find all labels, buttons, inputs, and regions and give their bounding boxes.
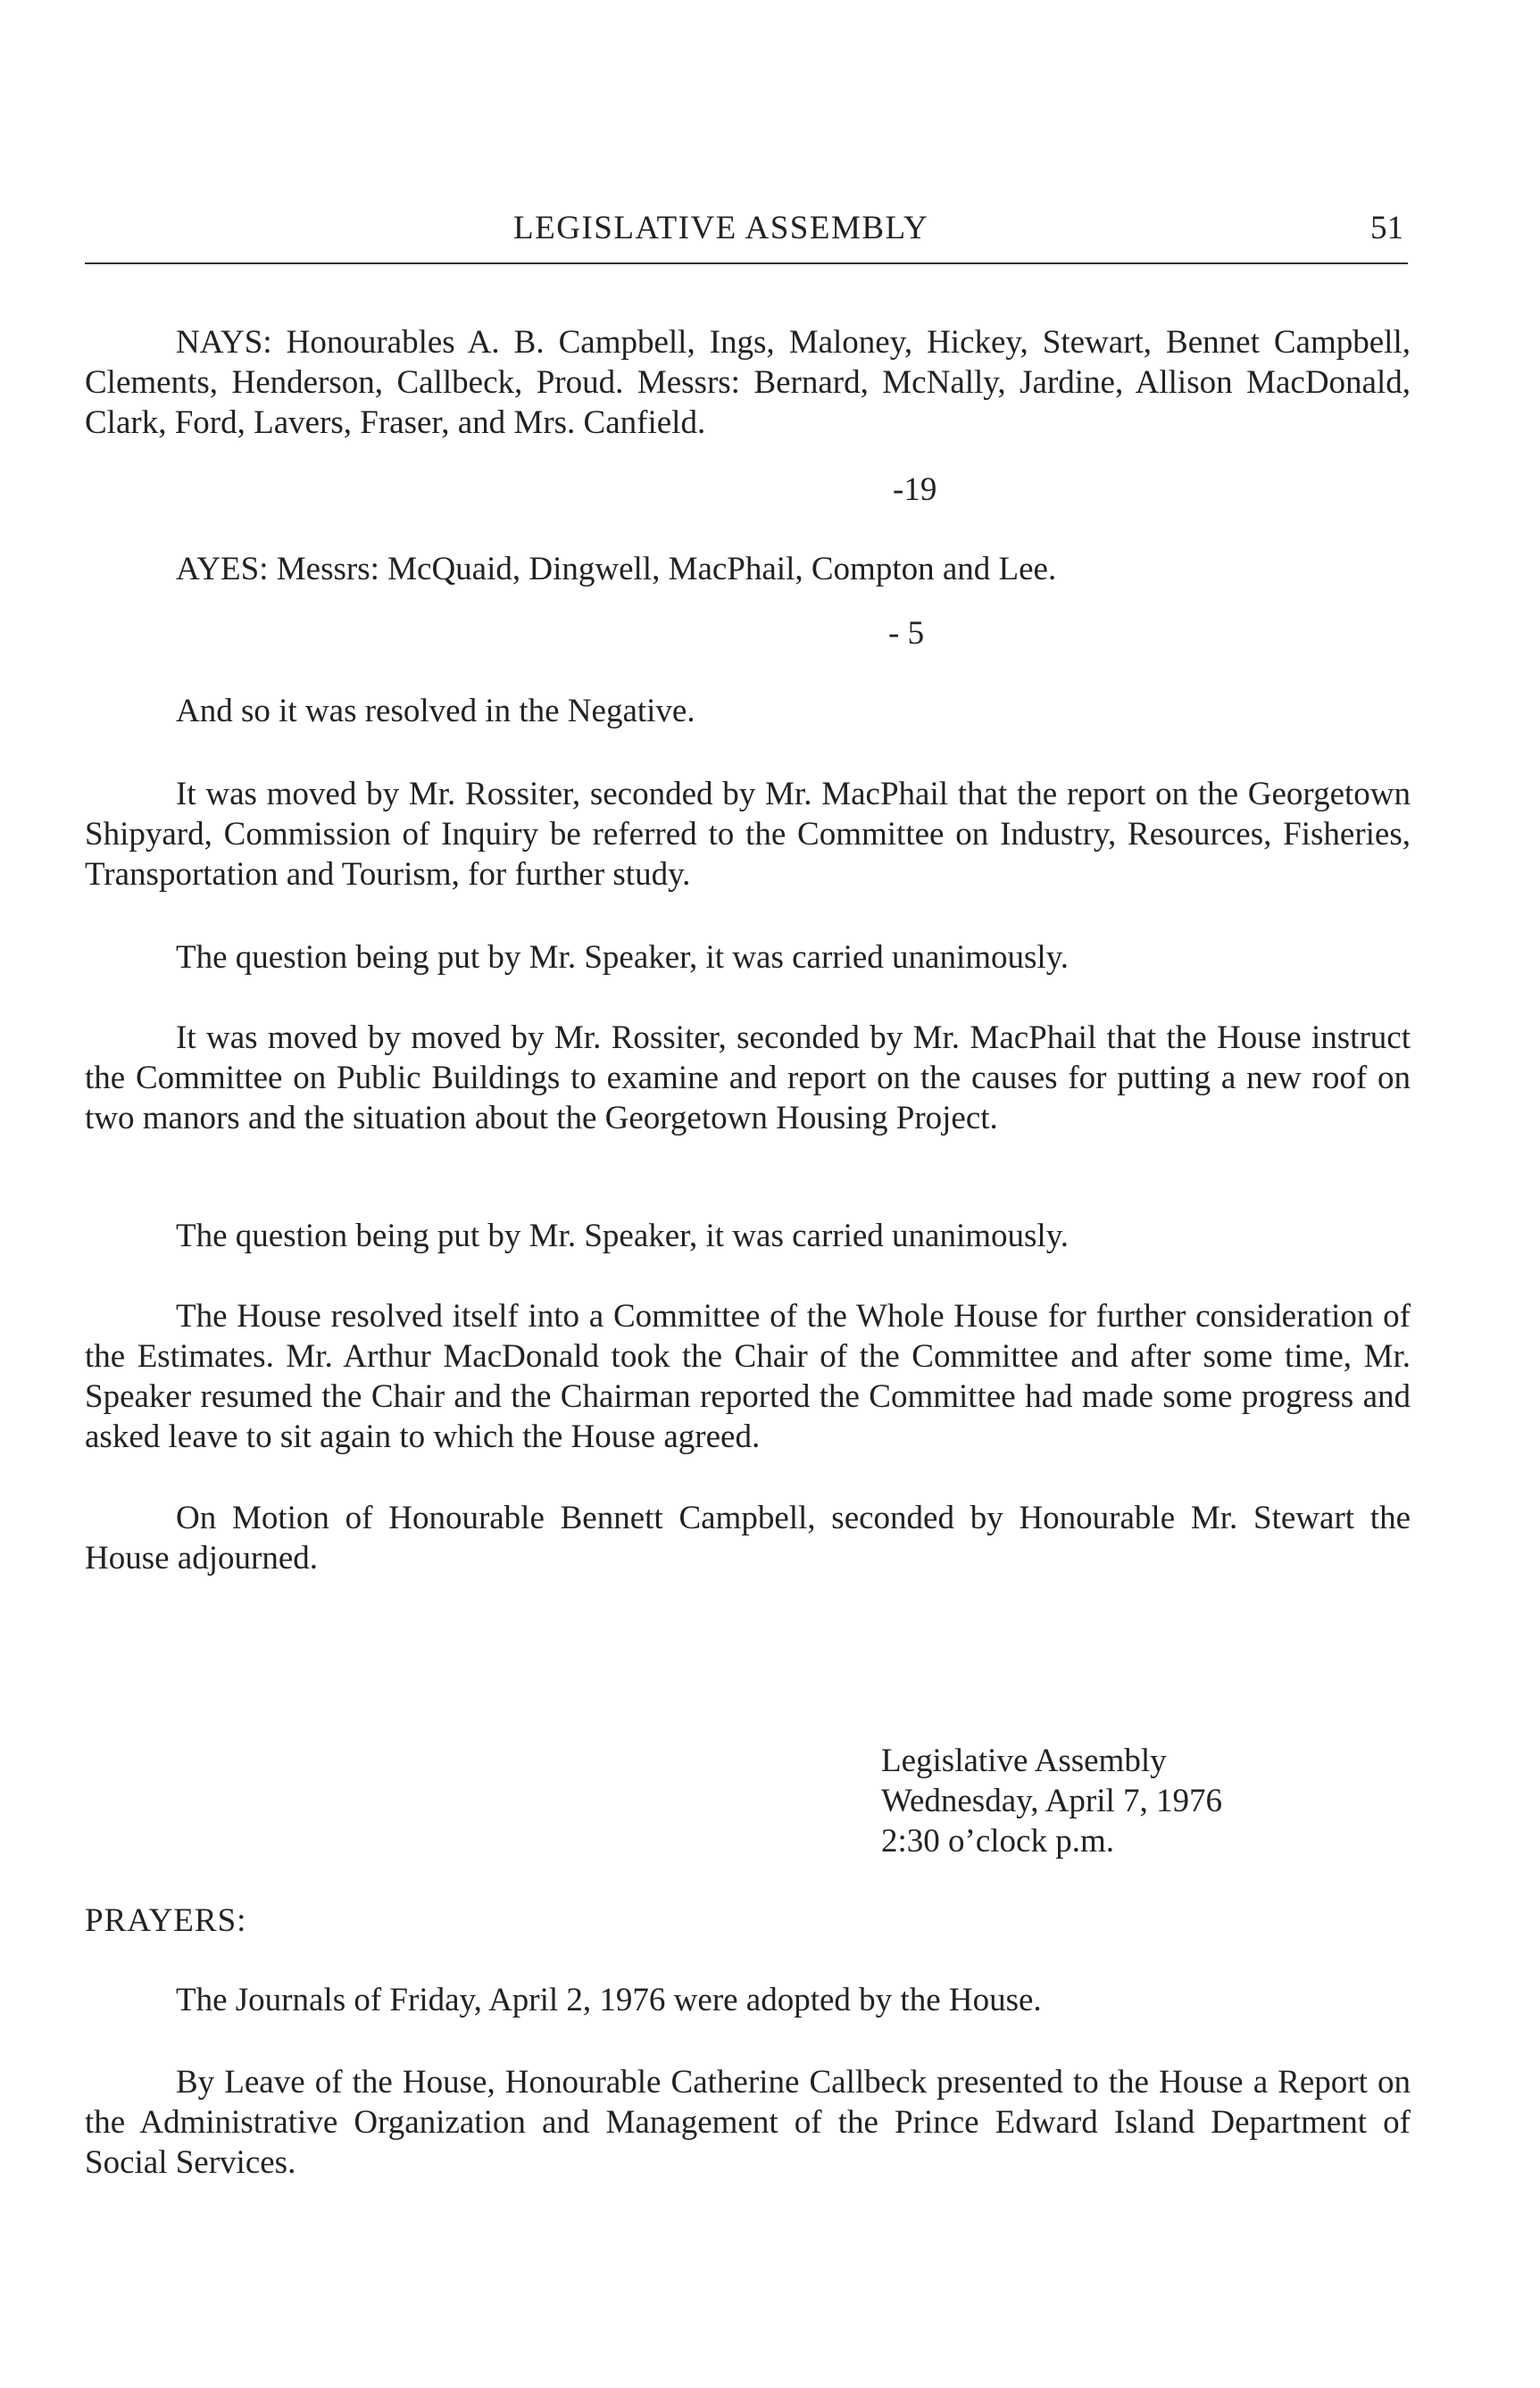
report-paragraph: By Leave of the House, Honourable Catherine Callbeck presented to the House a Report on the Administrative Organization and Management of the Prince Edward Island Department of Social Services. — [85, 2064, 1411, 2181]
carried-unanimously-1: The question being put by Mr. Speaker, it was carried unanimously. — [176, 939, 1070, 976]
nays-paragraph: NAYS: Honourables A. B. Campbell, Ings, Maloney, Hickey, Stewart, Bennet Campbell, Clements, Henderson, Callbeck, Proud. Messrs: Bernard, McNally, Jardine, Allison MacDonald, Clark, Ford, Lavers, Fraser, and Mrs. Canfield. — [85, 324, 1411, 441]
nays-count: -19 — [893, 471, 937, 508]
motion-shipyard-paragraph: It was moved by Mr. Rossiter, seconded by Mr. MacPhail that the report on the Georgetown Shipyard, Commission of Inquiry be referred to the Committee on Industry, Resources, Fisheries, Transportation and Tourism, for further study. — [85, 776, 1411, 893]
adjourned-paragraph: On Motion of Honourable Bennett Campbell, seconded by Honourable Mr. Stewart the House adjourned. — [85, 1500, 1411, 1577]
journals-paragraph: The Journals of Friday, April 2, 1976 were adopted by the House. — [176, 1982, 1042, 2018]
ayes-count: - 5 — [888, 615, 925, 652]
ayes-paragraph: AYES: Messrs: McQuaid, Dingwell, MacPhail, Compton and Lee. — [176, 551, 1057, 587]
page-number: 51 — [1370, 210, 1403, 246]
motion-roof-paragraph: It was moved by moved by Mr. Rossiter, seconded by Mr. MacPhail that the House instruct the Committee on Public Buildings to examine and report on the causes for putting a new roof on two manors and the situation about the Georgetown Housing Project. — [85, 1019, 1411, 1136]
session-time: 2:30 o’clock p.m. — [881, 1823, 1115, 1860]
session-heading — [881, 1741, 1328, 1861]
page-header — [85, 209, 1408, 264]
resolved-negative: And so it was resolved in the Negative. — [176, 693, 695, 729]
session-date: Wednesday, April 7, 1976 — [881, 1783, 1223, 1819]
carried-unanimously-2: The question being put by Mr. Speaker, it was carried unanimously. — [176, 1218, 1070, 1254]
prayers-heading: PRAYERS: — [85, 1902, 247, 1939]
committee-whole-paragraph: The House resolved itself into a Committee of the Whole House for further consideration of the Estimates. Mr. Arthur MacDonald took the Chair of the Committee and after some time, Mr. Speaker resumed the Chair and the Chairman reported the Committee had made some progress and asked leave to sit again to which the House agreed. — [85, 1298, 1411, 1455]
session-assembly: Legislative Assembly — [881, 1743, 1167, 1779]
header-title: LEGISLATIVE ASSEMBLY — [513, 210, 929, 246]
